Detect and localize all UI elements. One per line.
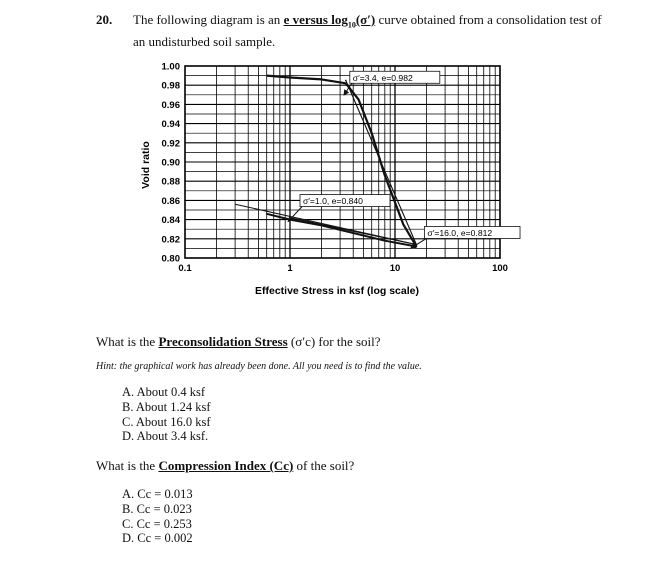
y-tick-label: 0.88: [161, 176, 180, 188]
y-tick-label: 0.96: [161, 99, 180, 111]
x-axis-label: Effective Stress in ksf (log scale): [255, 285, 419, 297]
data-point: [358, 99, 360, 101]
y-tick-label: 0.84: [161, 215, 180, 227]
annotation-label: σ′=16.0, e=0.812: [427, 227, 493, 238]
data-point: [266, 213, 268, 215]
data-point: [289, 77, 291, 79]
x-tick-label: 0.1: [178, 263, 192, 274]
data-point: [384, 175, 386, 177]
x-tick-label: 1: [287, 263, 293, 274]
preconsolidation-emph: Preconsolidation Stress: [158, 334, 288, 349]
data-point: [371, 132, 373, 134]
data-point: [384, 240, 386, 242]
question-number: 20.: [96, 12, 113, 27]
data-point: [321, 79, 323, 81]
preconsolidation-options: [122, 385, 211, 444]
hint-text: Hint: the graphical work has already been done. All you need is to find the value.: [96, 361, 422, 372]
y-tick-label: 0.92: [161, 138, 180, 150]
option-b[interactable]: B. Cc = 0.023: [122, 501, 192, 516]
y-tick-label: 0.90: [161, 157, 180, 169]
data-point: [416, 246, 418, 248]
annotation-label: σ′=3.4, e=0.982: [352, 72, 413, 83]
option-b[interactable]: B. About 1.24 ksf: [122, 399, 211, 414]
data-point: [266, 75, 268, 77]
y-axis-label: Void ratio: [140, 141, 152, 189]
compression-index-options: [122, 487, 193, 546]
option-a[interactable]: A. About 0.4 ksf: [122, 385, 205, 399]
y-tick-label: 0.82: [161, 234, 180, 246]
y-tick-label: 0.86: [161, 195, 180, 207]
option-d[interactable]: D. About 3.4 ksf.: [122, 429, 209, 444]
intro-rest: curve obtained from a consolidation test of an undisturbed soil sample.: [133, 12, 602, 49]
option-c[interactable]: C. About 16.0 ksf: [122, 414, 211, 429]
option-d[interactable]: D. Cc = 0.002: [122, 531, 193, 546]
y-tick-label: 0.98: [161, 80, 180, 92]
question-preconsolidation: What is the Preconsolidation Stress (σ′c) for the soil?: [96, 334, 381, 349]
y-tick-label: 0.94: [161, 119, 180, 131]
compression-index-emph: Compression Index (Cc): [158, 458, 294, 473]
y-tick-label: 0.80: [161, 253, 180, 265]
data-point: [352, 232, 354, 234]
x-tick-label: 100: [492, 263, 508, 274]
option-c[interactable]: C. Cc = 0.253: [122, 516, 192, 531]
annotation-label: σ′=1.0, e=0.840: [303, 196, 363, 207]
question-compression-index: What is the Compression Index (Cc) of the soil?: [96, 458, 355, 473]
series-line-1: [267, 214, 417, 247]
data-point: [403, 224, 405, 226]
intro-before: The following diagram is an: [133, 12, 284, 27]
x-tick-label: 10: [389, 263, 401, 274]
preconsolidation-symbol: (σ′c): [287, 334, 316, 349]
data-point: [345, 80, 347, 82]
option-a[interactable]: A. Cc = 0.013: [122, 487, 193, 501]
y-tick-label: 1.00: [161, 61, 180, 73]
intro-emph: e versus $\log_{10}(\sigma')$: [283, 12, 376, 30]
